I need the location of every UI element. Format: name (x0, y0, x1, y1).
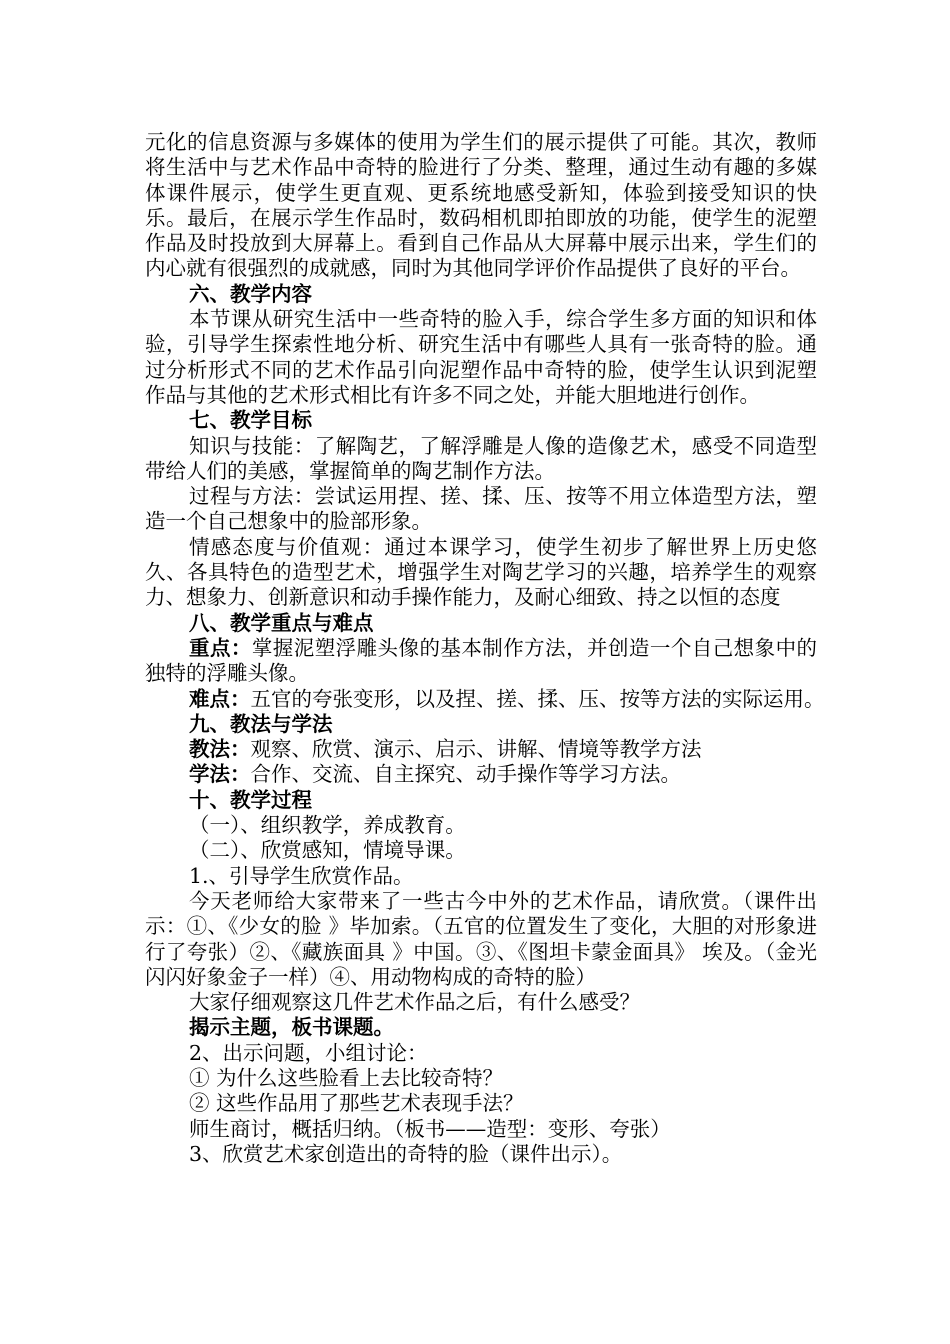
objective-knowledge: 知识与技能：了解陶艺，了解浮雕是人像的造像艺术，感受不同造型带给人们的美感，掌握简单的陶艺制作方法。 (145, 433, 817, 483)
difficult-point-text: 五官的夸张变形，以及捏、搓、揉、压、按等方法的实际运用。 (250, 686, 825, 711)
difficult-point-label: 难点： (189, 686, 251, 711)
intro-paragraph: 元化的信息资源与多媒体的使用为学生们的展示提供了可能。其次，教师将生活中与艺术作品中奇特的脸进行了分类、整理，通过生动有趣的多媒体课件展示，使学生更直观、更系统地感受新知，体验到接受知识的快乐。最后，在展示学生作品时，数码相机即拍即放的功能，使学生的泥塑作品及时投放到大屏幕上。看到自己作品从大屏幕中展示出来，学生们的内心就有很强烈的成就感，同时为其他同学评价作品提供了良好的平台。 (145, 130, 817, 281)
summary-line: 师生商讨，概括归纳。（板书——造型：变形、夸张） (189, 1116, 671, 1141)
document-page (145, 130, 825, 1167)
section9-heading: 九、教法与学法 (189, 711, 333, 736)
reveal-theme-line: 揭示主题，板书课题。 (189, 1015, 394, 1040)
process-item-3: 3、欣赏艺术家创造出的奇特的脸（课件出示）。 (189, 1141, 623, 1166)
artwork-paragraph: 今天老师给大家带来了一些古今中外的艺术作品，请欣赏。（课件出示：①、《少女的脸 》毕加索。（五官的位置发生了变化，大胆的对形象进行了夸张）②、《藏族面具 》中国。③、《图坦卡蒙金面具》 埃及。（金光闪闪好象金子一样）④、用动物构成的奇特的脸） (145, 888, 817, 989)
teaching-method-label: 教法： (189, 737, 251, 762)
teaching-method-text: 观察、欣赏、演示、启示、讲解、情境等教学方法 (250, 737, 702, 762)
section7-heading: 七、教学目标 (189, 408, 312, 433)
process-step-2: （二）、欣赏感知，情境导课。 (189, 838, 466, 863)
objective-emotion: 情感态度与价值观：通过本课学习，使学生初步了解世界上历史悠久、各具特色的造型艺术，增强学生对陶艺学习的兴趣，培养学生的观察力、想象力、创新意识和动手操作能力，及耐心细致、持之以恒的态度 (145, 534, 817, 610)
discussion-question-1: ① 为什么这些脸看上去比较奇特？ (189, 1065, 504, 1090)
discussion-question-2: ② 这些作品用了那些艺术表现手法？ (189, 1091, 524, 1116)
section6-heading: 六、教学内容 (189, 281, 312, 306)
process-item-2: 2、出示问题，小组讨论： (189, 1040, 428, 1065)
section10-heading: 十、教学过程 (189, 787, 312, 812)
section6-paragraph: 本节课从研究生活中一些奇特的脸入手，综合学生多方面的知识和体验，引导学生探索性地分析、研究生活中有哪些人具有一张奇特的脸。通过分析形式不同的艺术作品引向泥塑作品中奇特的脸，使学生认识到泥塑作品与其他的艺术形式相比有许多不同之处，并能大胆地进行创作。 (145, 307, 817, 407)
learning-method-text: 合作、交流、自主探究、动手操作等学习方法。 (250, 762, 681, 787)
difficult-point (145, 686, 825, 712)
section8-heading: 八、教学重点与难点 (189, 610, 374, 635)
key-point-label: 重点： (189, 635, 252, 660)
learning-method-label: 学法： (189, 762, 251, 787)
process-item-1: 1.、引导学生欣赏作品。 (189, 863, 414, 888)
process-step-1: （一）、组织教学，养成教育。 (189, 813, 466, 838)
feeling-question: 大家仔细观察这几件艺术作品之后，有什么感受？ (189, 990, 640, 1015)
key-point-text: 掌握泥塑浮雕头像的基本制作方法，并创造一个自己想象中的独特的浮雕头像。 (145, 635, 818, 686)
learning-method (145, 762, 817, 787)
key-point (145, 636, 817, 687)
objective-process: 过程与方法：尝试运用捏、搓、揉、压、按等不用立体造型方法，塑造一个自己想象中的脸部形象。 (145, 484, 817, 534)
teaching-method (145, 737, 817, 762)
